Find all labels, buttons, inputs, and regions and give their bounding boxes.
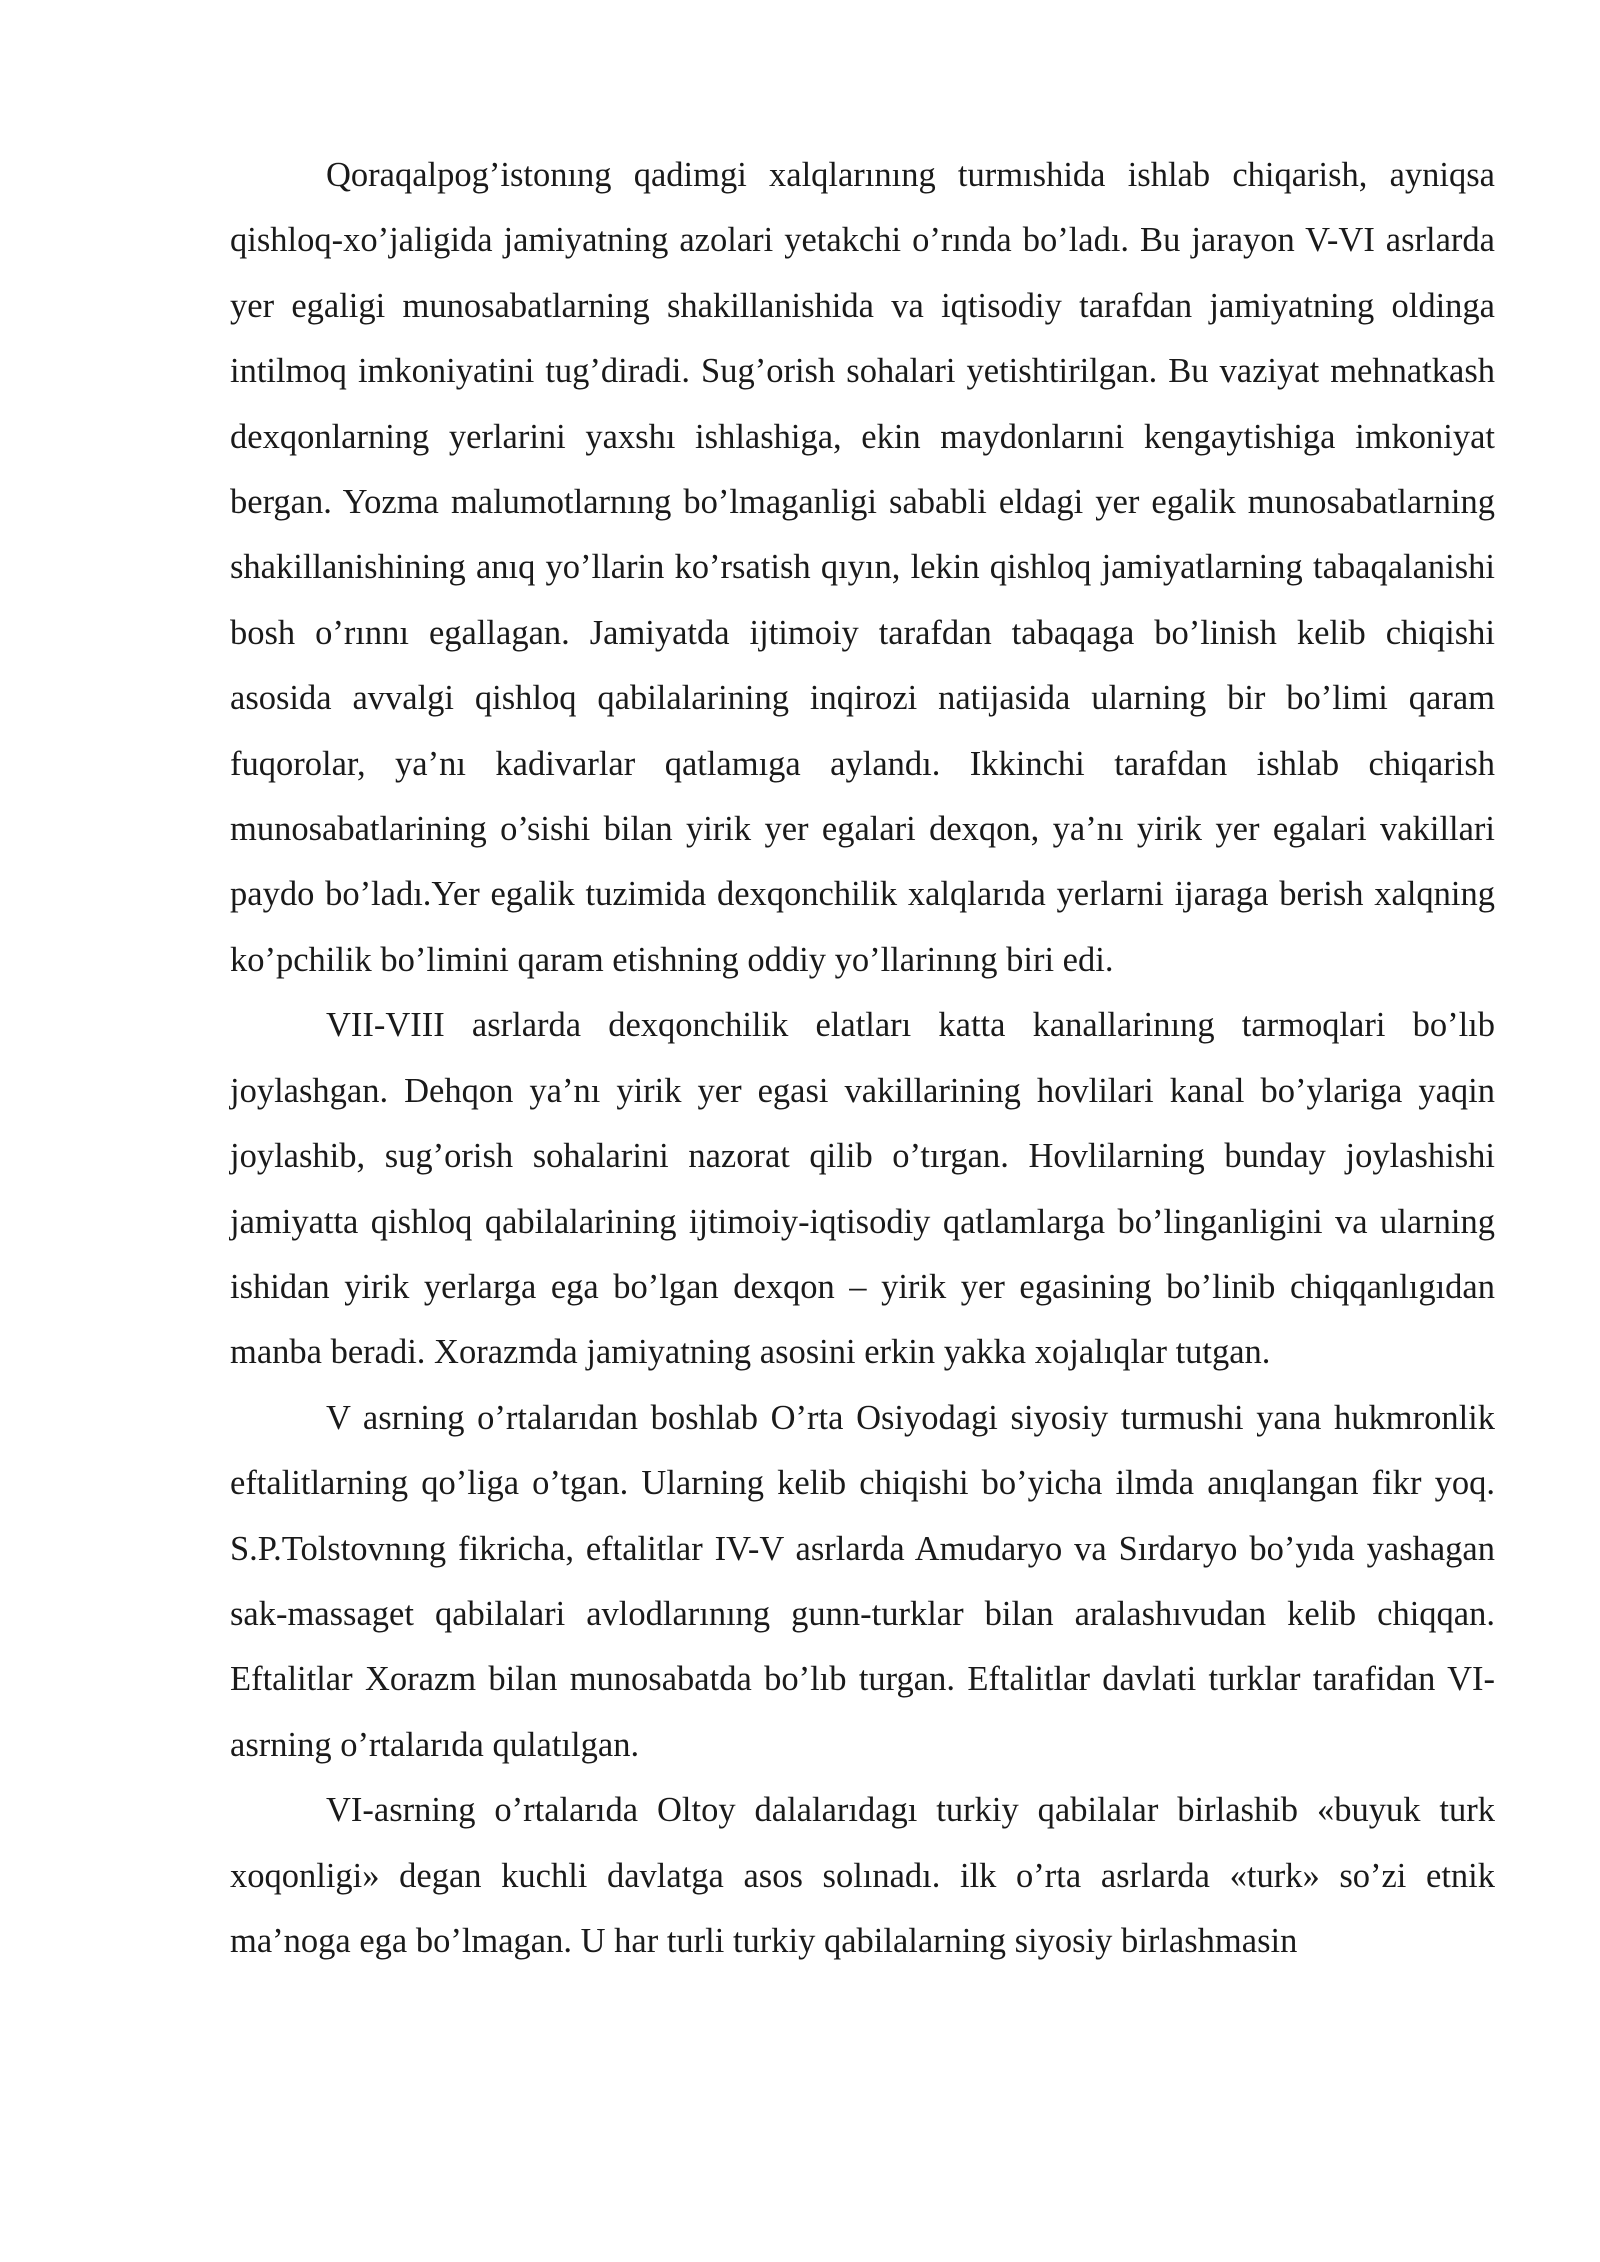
paragraph: VI-asrning o’rtalarıda Oltoy dalalarıdagı turkiy qabilalar birlashib «buyuk turk xoqonligi» degan kuchli davlatga asos solınadı. ilk o’rta asrlarda «turk» so’zi etnik ma’noga ega bo’lmagan. U har turli turkiy qabilalarning siyosiy birlashmasin xyxy=(230,1791,1495,1960)
document-body xyxy=(230,143,1495,1974)
paragraph: V asrning o’rtalarıdan boshlab O’rta Osiyodagi siyosiy turmushi yana hukmronlik eftalitlarning qo’liga o’tgan. Ularning kelib chiqishi bo’yicha ilmda anıqlangan fikr yoq. S.P.Tolstovnıng fikricha, eftalitlar IV-V asrlarda Amudaryo va Sırdaryo bo’yıda yashagan sak-massaget qabilalari avlodlarınıng gunn-turklar bilan aralashıvudan kelib chiqqan. Eftalitlar Xorazm bilan munosabatda bo’lıb turgan. Eftalitlar davlati turklar tarafidan VI- asrning o’rtalarıda qulatılgan. xyxy=(230,1398,1495,1764)
paragraph: Qoraqalpog’istonıng qadimgi xalqlarınıng turmıshida ishlab chiqarish, ayniqsa qishloq-xo’jaligida jamiyatning azolari yetakchi o’rında bo’ladı. Bu jarayon V-VI asrlarda yer egaligi munosabatlarning shakillanishida va iqtisodiy tarafdan jamiyatning oldinga intilmoq imkoniyatini tug’diradi. Sug’orish sohalari yetishtirilgan. Bu vaziyat mehnatkash dexqonlarning yerlarini yaxshı ishlashiga, ekin maydonlarıni kengaytishiga imkoniyat bergan. Yozma malumotlarnıng bo’lmaganligi sababli eldagi yer egalik munosabatlarning shakillanishining anıq yo’llarin ko’rsatish qıyın, lekin qishloq jamiyatlarning tabaqalanishi bosh o’rınnı egallagan. Jamiyatda ijtimoiy tarafdan tabaqaga bo’linish kelib chiqishi asosida avvalgi qishloq qabilalarining inqirozi natijasida ularning bir bo’limi qaram fuqorolar, ya’nı kadivarlar qatlamıga aylandı. Ikkinchi tarafdan ishlab chiqarish munosabatlarining o’sishi bilan yirik yer egalari dexqon, ya’nı yirik yer egalari vakillari paydo bo’ladı.Yer egalik tuzimida dexqonchilik xalqlarıda yerlarni ijaraga berish xalqning ko’pchilik bo’limini qaram etishning oddiy yo’llarinıng biri edi. xyxy=(230,156,1495,979)
paragraph: VII-VIII asrlarda dexqonchilik elatları katta kanallarinıng tarmoqlari bo’lıb joylashgan. Dehqon ya’nı yirik yer egasi vakillarining hovlilari kanal bo’ylariga yaqin joylashib, sug’orish sohalarini nazorat qilib o’tırgan. Hovlilarning bunday joylashishi jamiyatta qishloq qabilalarining ijtimoiy-iqtisodiy qatlamlarga bo’linganligini va ularning ishidan yirik yerlarga ega bo’lgan dexqon – yirik yer egasining bo’linib chiqqanlıgıdan manba beradi. Xorazmda jamiyatning asosini erkin yakka xojalıqlar tutgan. xyxy=(230,1006,1495,1372)
